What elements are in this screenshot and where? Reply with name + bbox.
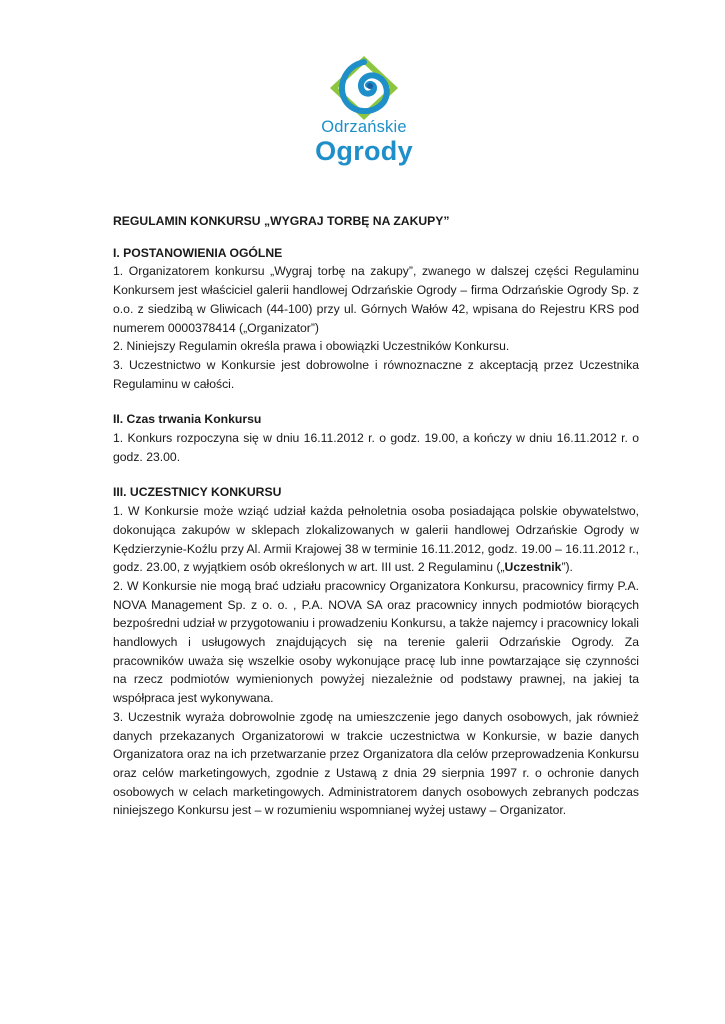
paragraph: 1. Konkurs rozpoczyna się w dniu 16.11.2012 r. o godz. 19.00, a kończy w dniu 16.11.2012 r. o godz. 23.00.: [113, 431, 639, 464]
paragraph: [113, 502, 639, 577]
section-heading: III. UCZESTNICY KONKURSU: [113, 485, 282, 500]
logo-emblem-icon: [330, 56, 398, 120]
paragraph: 1. Organizatorem konkursu „Wygraj torbę na zakupy”, zwanego w dalszej części Regulaminu Konkursem jest właściciel galerii handlowej Odrzańskie Ogrody – firma Odrzańskie Ogrody Sp. z o.o. z siedzibą w Gliwicach (44-100) przy ul. Górnych Wałów 42, wpisana do Rejestru KRS pod numerem 0000378414 („Organizator”): [113, 264, 639, 335]
paragraph: 2. Niniejszy Regulamin określa prawa i obowiązki Uczestników Konkursu.: [113, 339, 510, 354]
paragraph-text: 1. W Konkursie może wziąć udział każda pełnoletnia osoba posiadająca polskie obywatelstwo, dokonująca zakupów w sklepach zlokalizowanych w galerii handlowej Odrzańskie Ogrody w Kędzierzynie-Koźlu przy Al. Armii Krajowej 38 w terminie 16.11.2012, godz. 19.00 – 16.11.2012 r., godz. 23.00, z wyjątkiem osób określonych w art. III ust. 2 Regulaminu („: [113, 504, 639, 575]
paragraph: 2. W Konkursie nie mogą brać udziału pracownicy Organizatora Konkursu, pracownicy firmy P.A. NOVA Management Sp. z o. o. , P.A. NOVA SA oraz pracownicy innych podmiotów biorących bezpośredni udział w przygotowaniu i prowadzeniu Konkursu, a także najemcy i pracownicy lokali handlowych i usługowych znajdujących się na terenie galerii Odrzańskie Ogrody. Za pracowników uważa się wszelkie osoby wykonujące pracę lub inne powtarzające się czynności na rzecz podmiotów wymienionych powyżej niezależnie od podstawy prawnej, na jakiej ta współpraca jest wykonywana.: [113, 578, 639, 706]
paragraph-text: ”).: [561, 560, 573, 575]
document-title: REGULAMIN KONKURSU „WYGRAJ TORBĘ NA ZAKUPY”: [113, 214, 450, 228]
section-heading: I. POSTANOWIENIA OGÓLNE: [113, 245, 283, 260]
paragraph: 3. Uczestnictwo w Konkursie jest dobrowolne i równoznaczne z akceptacją przez Uczestnika Regulaminu w całości.: [113, 357, 639, 391]
logo-text-line2: Ogrody: [315, 136, 413, 166]
paragraph: 3. Uczestnik wyraża dobrowolnie zgodę na umieszczenie jego danych osobowych, jak również danych przekazanych Organizatorowi w trakcie uczestnictwa w Konkursie, w bazie danych Organizatora oraz na ich przetwarzanie przez Organizatora dla celów przeprowadzenia Konkursu oraz celów marketingowych, zgodnie z Ustawą z dnia 29 sierpnia 1997 r. o ochronie danych osobowych w celach marketingowych. Administratorem danych osobowych zebranych podczas niniejszego Konkursu jest – w rozumieniu wspomnianej wyżej ustawy – Organizator.: [113, 709, 639, 818]
section-heading: II. Czas trwania Konkursu: [113, 412, 262, 427]
document-body: [113, 212, 639, 820]
logo-text-line1: Odrzańskie: [321, 118, 407, 136]
brand-logo: [300, 52, 428, 172]
defined-term: Uczestnik: [504, 560, 562, 575]
